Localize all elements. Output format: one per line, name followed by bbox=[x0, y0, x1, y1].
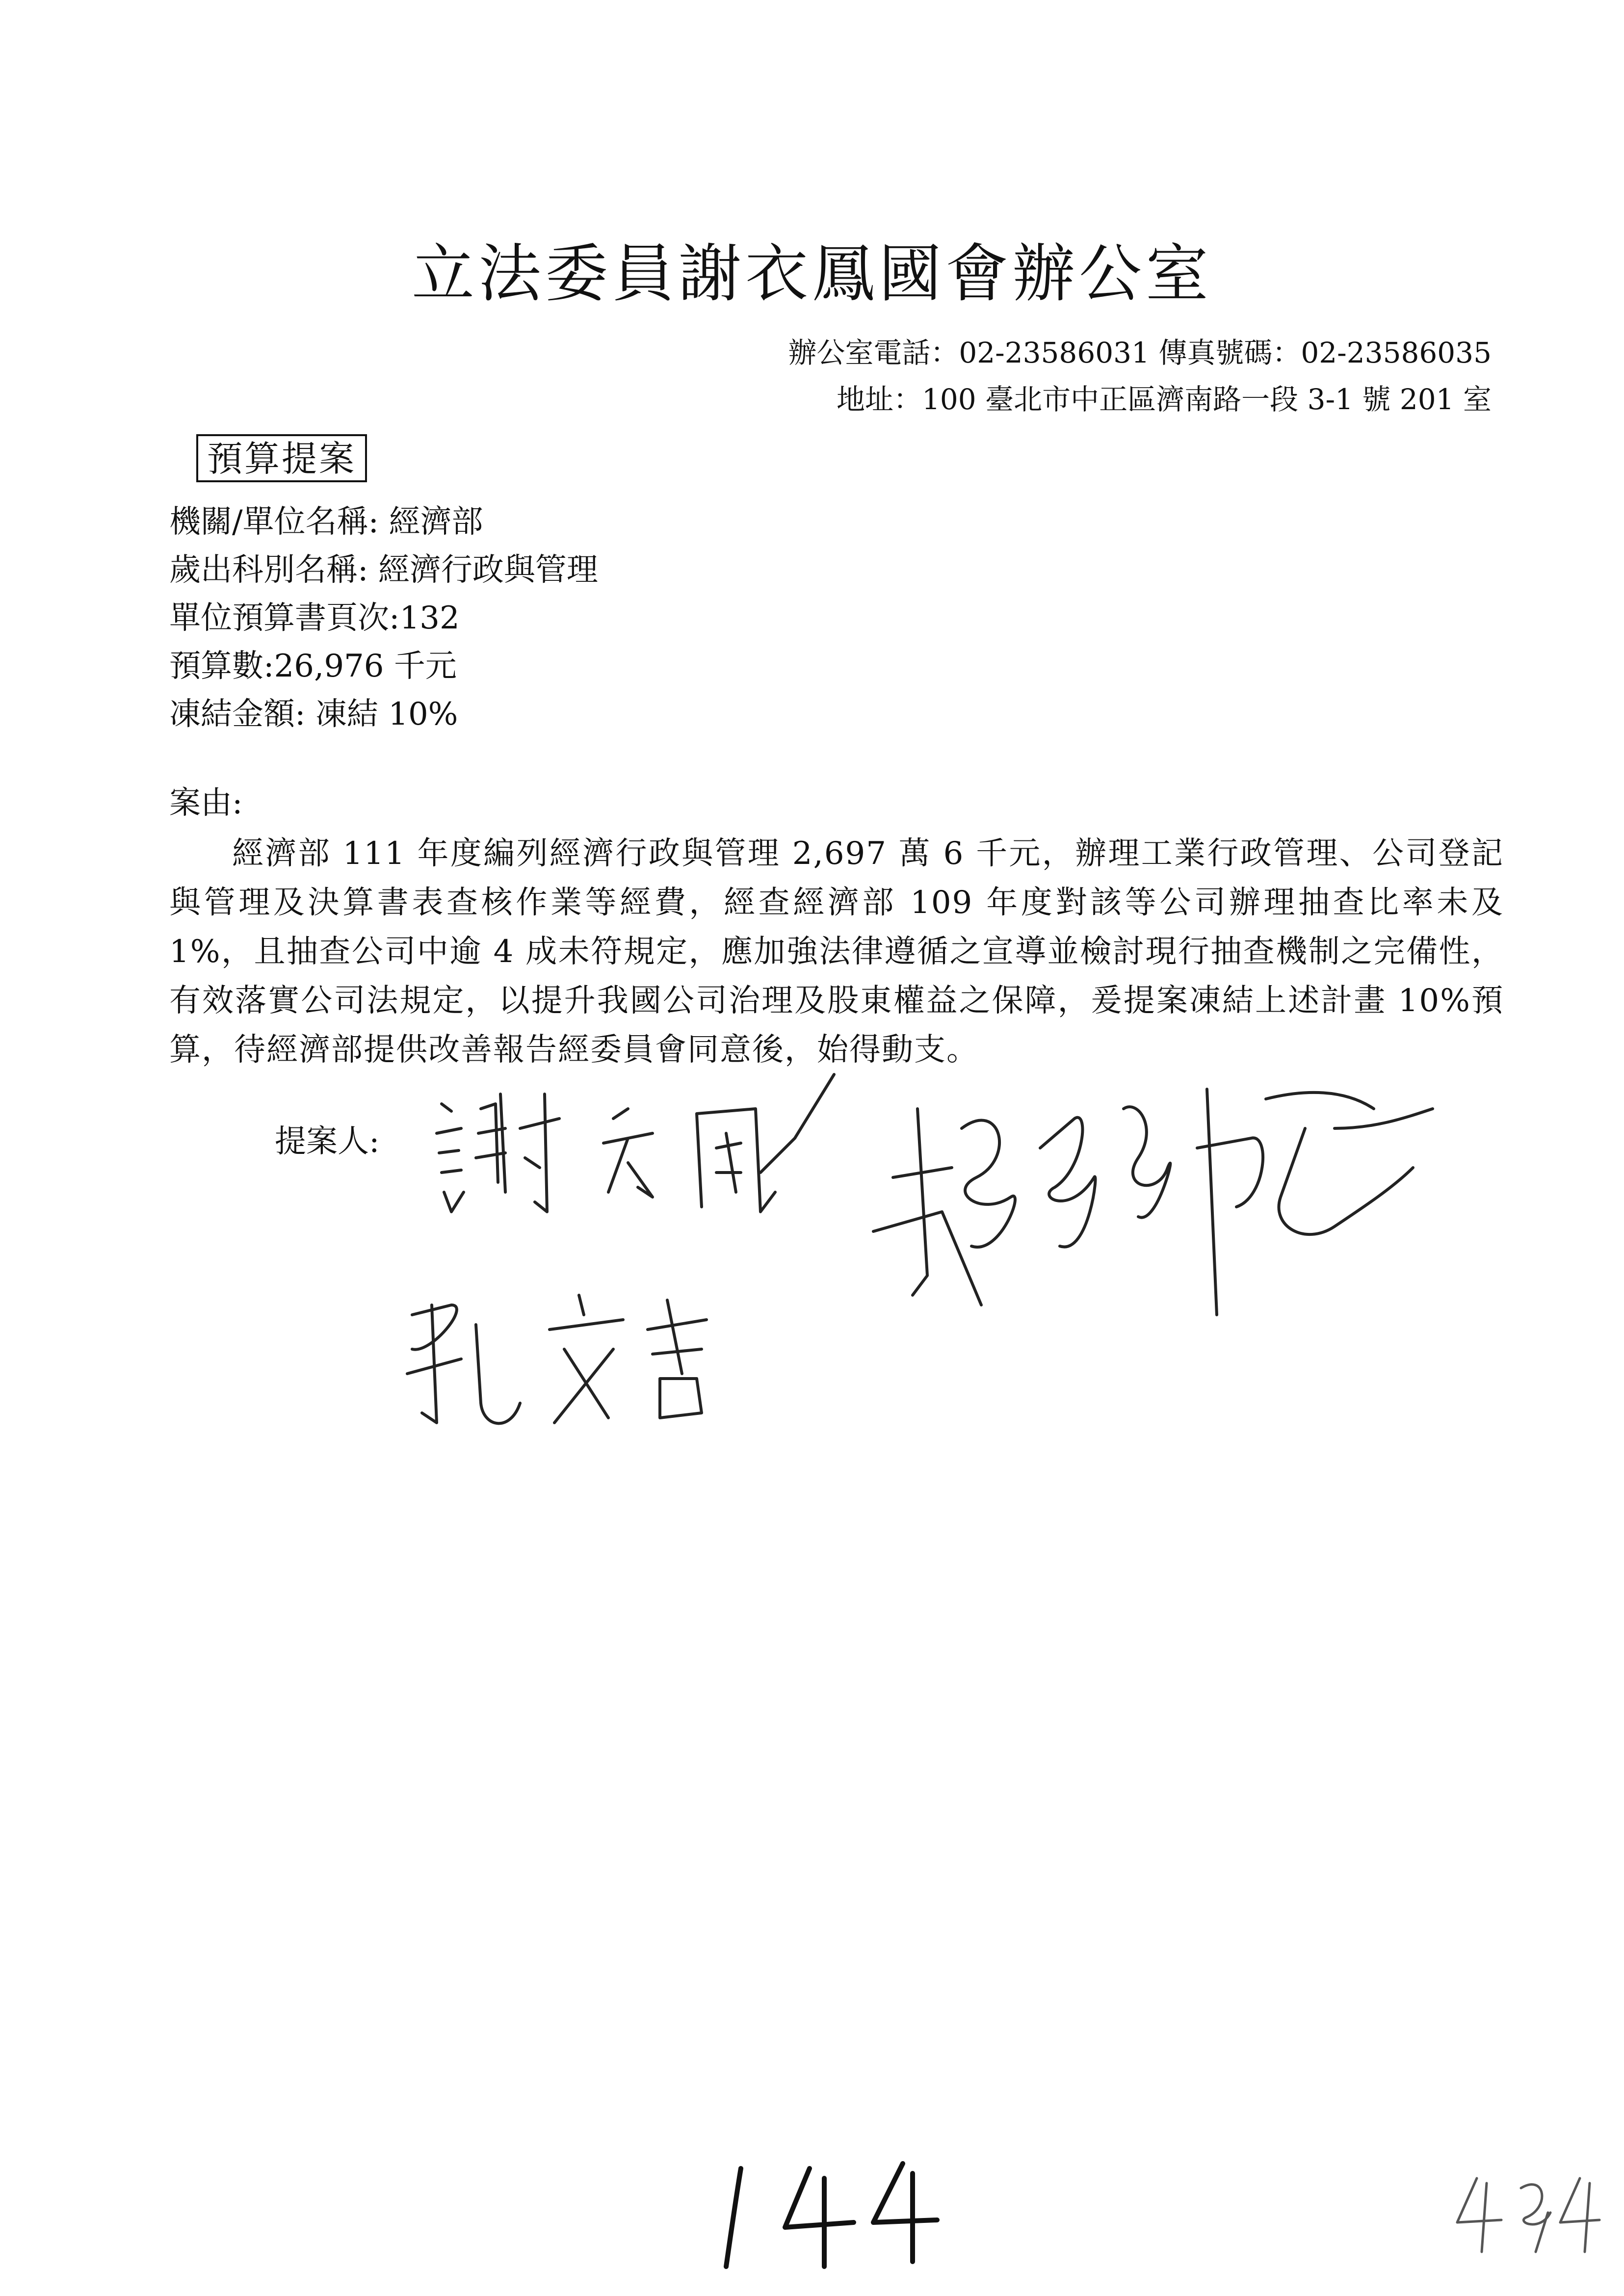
signature-1 bbox=[422, 1065, 864, 1241]
proposer-label: 提案人: bbox=[275, 1123, 380, 1160]
contact-address: 地址：100 臺北市中正區濟南路一段 3-1 號 201 室 bbox=[837, 383, 1492, 416]
signature-3 bbox=[393, 1276, 765, 1442]
budget-proposal-tag: 預算提案 bbox=[196, 434, 367, 482]
budget-amount-row: 預算數:26,976 千元 bbox=[169, 648, 457, 684]
budget-info-list bbox=[169, 498, 598, 738]
handwritten-sheet-number bbox=[1447, 2168, 1604, 2259]
budget-page-row: 單位預算書頁次:132 bbox=[169, 600, 460, 636]
agency-row: 機關/單位名稱: 經濟部 bbox=[169, 504, 483, 540]
frozen-amount-row: 凍結金額: 凍結 10% bbox=[169, 696, 458, 732]
signature-2 bbox=[864, 1070, 1452, 1344]
office-title: 立法委員謝衣鳳國會辦公室 bbox=[411, 237, 1212, 311]
contact-phone-fax: 辦公室電話：02-23586031 傳真號碼：02-23586035 bbox=[788, 336, 1492, 369]
reason-heading: 案由: bbox=[169, 785, 243, 821]
handwritten-page-number bbox=[707, 2149, 962, 2278]
expense-item-row: 歲出科別名稱: 經濟行政與管理 bbox=[169, 552, 598, 588]
reason-body: 經濟部 111 年度編列經濟行政與管理 2,697 萬 6 千元，辦理工業行政管理、公司登記與管理及決算書表查核作業等經費，經查經濟部 109 年度對該等公司辦理抽查比率未及 1%，且抽查公司中逾 4 成未符規定，應加強法律遵循之宣導並檢討現行抽查機制之完備性，有效落實公司法規定，以提升我國公司治理及股東權益之保障，爰提案凍結上述計畫 10%預算，待經濟部提供改善報告經委員會同意後，始得動支。 bbox=[169, 835, 1504, 1068]
